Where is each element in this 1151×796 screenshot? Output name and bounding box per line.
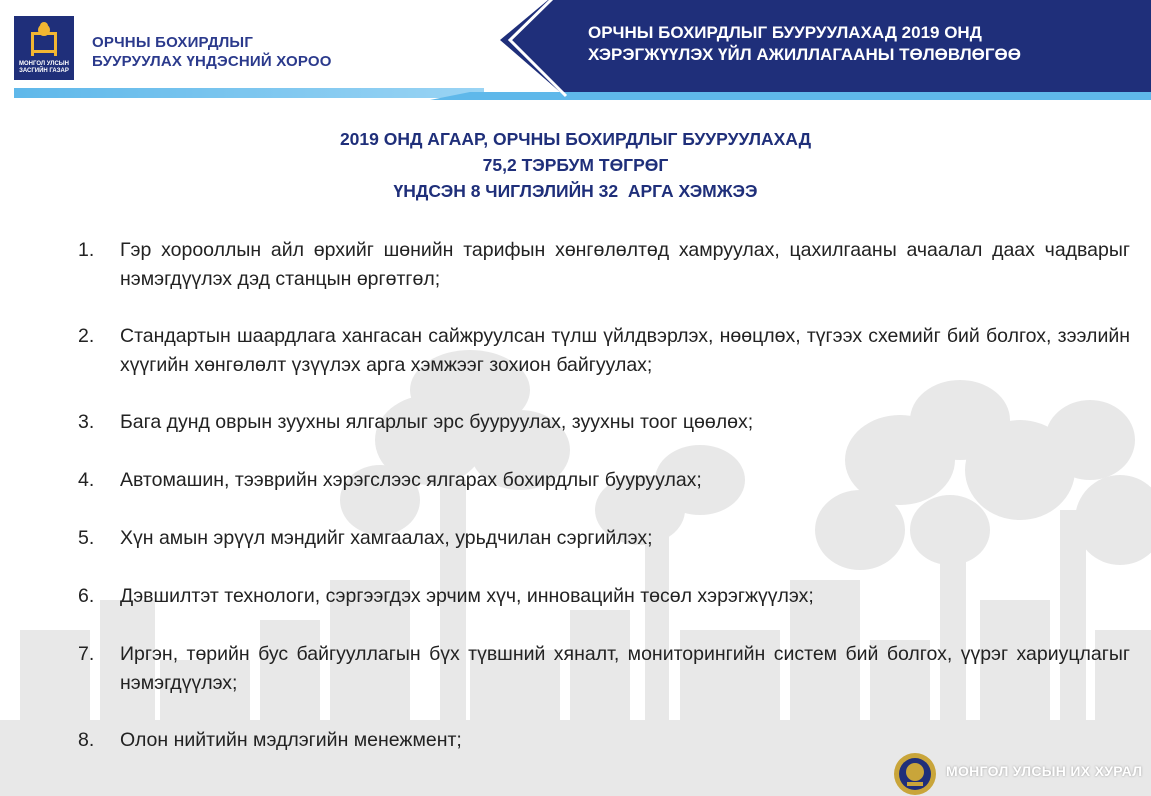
banner-title-line1: ОРЧНЫ БОХИРДЛЫГ БУУРУУЛАХАД 2019 ОНД	[588, 23, 982, 42]
list-item	[78, 640, 1130, 726]
heading-line1: 2019 ОНД АГААР, ОРЧНЫ БОХИРДЛЫГ БУУРУУЛАХАД	[339, 129, 812, 149]
list-item	[78, 236, 1130, 322]
organization-name-line1: ОРЧНЫ БОХИРДЛЫГ	[92, 34, 254, 51]
list-item	[78, 408, 1130, 466]
item-number: 8.	[78, 729, 95, 751]
heading-line2: 75,2 ТЭРБУМ ТӨГРӨГ	[482, 155, 669, 175]
item-text: Олон нийтийн мэдлэгийн менежмент;	[120, 729, 462, 751]
action-list	[78, 236, 1130, 766]
logo-caption: МОНГОЛ УЛСЫН ЗАСГИЙН ГАЗАР	[19, 61, 69, 74]
list-item	[78, 726, 1130, 766]
item-number: 6.	[78, 585, 95, 607]
item-number: 2.	[78, 325, 95, 347]
heading-line3: ҮНДСЭН 8 ЧИГЛЭЛИЙН 32 АРГА ХЭМЖЭЭ	[393, 181, 758, 201]
list-item	[78, 582, 1130, 640]
list-item	[78, 322, 1130, 408]
banner-accent-stripe	[430, 92, 1151, 100]
item-text: Стандартын шаардлага хангасан сайжруулсан түлш үйлдвэрлэх, нөөцлөх, түгээх схемийг бий болгох, зээлийн хүүгийн хөнгөлөлт үзүүлэх арга хэмжээг зохион байгуулах;	[120, 325, 1130, 376]
item-number: 1.	[78, 239, 95, 261]
parliament-label: МОНГОЛ УЛСЫН ИХ ХУРАЛ	[946, 763, 1143, 779]
list-item	[78, 524, 1130, 582]
item-number: 7.	[78, 643, 95, 665]
banner-title-line2: ХЭРЭГЖҮҮЛЭХ ҮЙЛ АЖИЛЛАГААНЫ ТӨЛӨВЛӨГӨӨ	[588, 45, 1021, 64]
item-text: Бага дунд оврын зуухны ялгарлыг эрс бууруулах, зуухны тоог цөөлөх;	[120, 411, 754, 433]
item-text: Хүн амын эрүүл мэндийг хамгаалах, урьдчилан сэргийлэх;	[120, 527, 653, 549]
item-number: 3.	[78, 411, 95, 433]
item-number: 4.	[78, 469, 95, 491]
parliament-emblem-icon	[893, 752, 937, 796]
item-text: Иргэн, төрийн бус байгууллагын бүх түвшний хяналт, мониторингийн систем бий болгох, үүрэг хариуцлагыг нэмэгдүүлэх;	[120, 643, 1130, 694]
slide-heading	[0, 126, 1151, 204]
organization-name-line2: БУУРУУЛАХ ҮНДЭСНИЙ ХОРОО	[92, 53, 332, 70]
item-text: Дэвшилтэт технологи, сэргээгдэх эрчим хүч, инновацийн төсөл хэрэгжүүлэх;	[120, 585, 814, 607]
list-item	[78, 466, 1130, 524]
banner-title	[588, 22, 1128, 66]
item-text: Гэр хорооллын айл өрхийг шөнийн тарифын хөнгөлөлтөд хамруулах, цахилгааны ачаалал даах чадварыг нэмэгдүүлэх дэд станцын өргөтгөл;	[120, 239, 1130, 290]
item-number: 5.	[78, 527, 95, 549]
item-text: Автомашин, тээврийн хэрэгслээс ялгарах бохирдлыг бууруулах;	[120, 469, 702, 491]
